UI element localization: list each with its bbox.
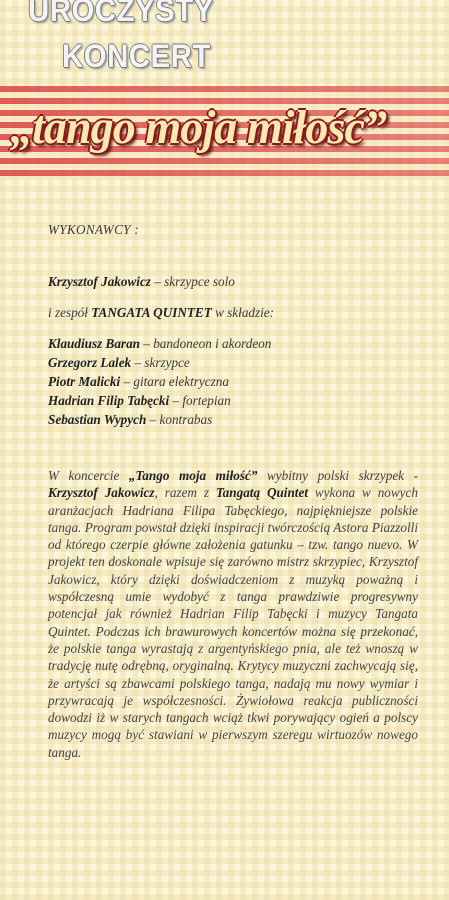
member-role: – skrzypce (131, 355, 190, 370)
intro-post: w składzie: (211, 305, 275, 320)
intro-pre: i zespół (48, 305, 92, 320)
header (0, 0, 449, 205)
concert-description (48, 467, 418, 761)
member-role: – fortepian (169, 393, 231, 408)
member-name: Grzegorz Lalek (48, 355, 132, 370)
list-item (48, 391, 420, 410)
member-role: – bandoneon i akordeon (140, 336, 272, 351)
member-name: Klaudiusz Baran (48, 336, 140, 351)
desc-ensemble-name: Tangatą Quintet (215, 485, 308, 501)
ensemble-intro (48, 305, 420, 321)
performers-section (48, 222, 420, 761)
desc-part: wykona w nowych aranżacjach Hadriana Filipa Tabęckiego, najpiękniejsze polskie tanga. Program powstał dzięki inspiracji twórczością Astora Piazzolli od którego czerpie główne założenia gatunku – tzw. tango nuevo. W projekt ten doskonale wpisuje się zarówno mistrz skrzypiec, Krzysztof Jakowicz, który dzięki doświadczeniom z muzyką poważną i współczesną umie wydobyć z tanga prawdziwie progresywny potencjał jak również Hadrian Filip Tabęcki i muzycy Tangata Quintet. Podczas ich brawurowych koncertów można się przekonać, że polskie tanga wyrastają z argentyńskiego pnia, ale też wnoszą w tradycję nutę odrębną, oryginalną. Krytycy muzyczni zachwycają się, że artyści są zbawcami polskiego tanga, nadają mu nowy wymiar i przywracają je współczesności. Żywiołowa reakcja publiczności dowodzi iż w starych tangach wciąż tkwi porywający ogień a polscy muzycy mogą być stawiani w pierwszym szeregu wirtuozów nowego tanga. (48, 485, 418, 760)
soloist-name: Krzysztof Jakowicz (48, 274, 151, 289)
soloist-line (48, 274, 420, 290)
desc-part: , razem z (154, 485, 216, 501)
desc-part: wybitny polski skrzypek - (257, 468, 418, 483)
member-name: Sebastian Wypych (48, 412, 147, 427)
list-item (48, 410, 420, 429)
desc-soloist-name: Krzysztof Jakowicz (48, 485, 155, 501)
member-name: Piotr Malicki (48, 374, 121, 389)
member-list (48, 334, 420, 429)
member-role: – kontrabas (146, 412, 213, 427)
desc-concert-name: „Tango moja miłość” (128, 468, 258, 483)
ensemble-name: TANGATA QUINTET (91, 305, 212, 320)
desc-part: W koncercie (48, 468, 129, 483)
list-item (48, 353, 420, 372)
soloist-role: – skrzypce solo (150, 274, 235, 289)
list-item (48, 372, 420, 391)
list-item (48, 334, 420, 353)
performers-label: WYKONAWCY : (48, 222, 140, 237)
member-name: Hadrian Filip Tabęcki (48, 393, 170, 408)
title-uroczysty: UROCZYSTY (28, 0, 214, 28)
member-role: – gitara elektryczna (120, 374, 229, 389)
concert-title: „tango moja miłość” (10, 101, 387, 154)
title-koncert: KONCERT (62, 38, 211, 74)
